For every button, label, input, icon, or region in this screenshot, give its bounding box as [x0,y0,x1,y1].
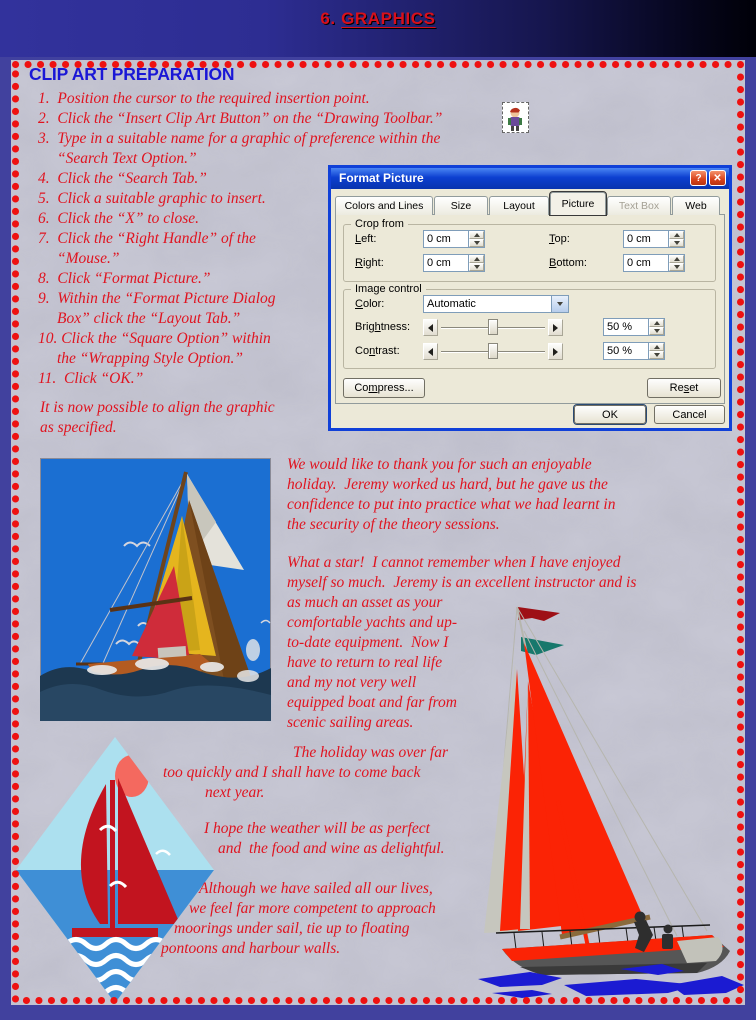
brightness-label: Brightness: [355,321,411,333]
clip-art-person-icon [503,103,528,132]
crop-bottom-spinner[interactable] [668,255,684,271]
crop-left-spinner[interactable] [468,231,484,247]
text-line: “Mouse.” [57,250,120,267]
text-line: comfortable yachts and up- [287,614,458,631]
color-label: Color: [355,298,385,310]
text-line: 11. Click “OK.” [38,370,144,387]
chapter-title: GRAPHICS [341,9,436,28]
contrast-slider[interactable] [423,343,563,360]
text-line: myself so much. Jeremy is an excellent instructor and is [287,574,637,591]
section-heading: CLIP ART PREPARATION [29,64,235,84]
contrast-spinner[interactable] [648,343,664,359]
text-line: I hope the weather will be as perfect [204,820,430,837]
spin-up-icon[interactable] [469,231,484,239]
slider-right-icon[interactable] [548,343,563,360]
crop-right-input[interactable] [423,254,485,272]
slider-right-icon[interactable] [548,319,563,336]
tab-web[interactable]: Web [672,196,720,215]
text-line: the “Wrapping Style Option.” [57,350,243,367]
spin-down-icon[interactable] [649,351,664,359]
text-line: We would like to thank you for such an enjoyable [287,456,592,473]
text-line: 7. Click the “Right Handle” of the [38,230,256,247]
ok-button[interactable]: OK [574,405,646,424]
crop-bottom-value: 0 cm [627,257,651,269]
cancel-button[interactable]: Cancel [654,405,725,424]
crop-left-input[interactable] [423,230,485,248]
help-glyph: ? [695,172,702,184]
text-line: the security of the theory sessions. [287,516,500,533]
text-line: 9. Within the “Format Picture Dialog [38,290,276,307]
paragraph-thank-you [287,456,747,536]
paragraph-what-a-star [287,554,747,734]
spin-up-icon[interactable] [649,343,664,351]
spin-up-icon[interactable] [669,255,684,263]
text-line: we feel far more competent to approach [189,900,436,917]
close-icon[interactable] [709,170,726,186]
text-line: 8. Click “Format Picture.” [38,270,211,287]
brightness-slider[interactable] [423,319,563,336]
crop-top-input[interactable] [623,230,685,248]
text-line: The holiday was over far [293,744,448,761]
insert-clipart-button-icon [502,102,529,133]
spin-up-icon[interactable] [649,319,664,327]
brightness-thumb[interactable] [488,319,498,335]
text-line: have to return to real life [287,654,443,671]
contrast-input[interactable] [603,342,665,360]
text-line: 4. Click the “Search Tab.” [38,170,207,187]
paragraph-holiday-over [163,744,523,804]
color-value: Automatic [427,298,476,310]
spin-up-icon[interactable] [469,255,484,263]
dropdown-arrow-icon[interactable] [551,296,568,312]
crop-top-label: Top: [549,233,570,245]
crop-right-spinner[interactable] [468,255,484,271]
tab-picture[interactable]: Picture [550,192,606,215]
paragraph-sailed-lives [161,880,501,960]
paragraph-hope-weather [204,820,524,860]
crop-top-spinner[interactable] [668,231,684,247]
text-line: confidence to put into practice what we had learnt in [287,496,616,513]
tab-layout[interactable]: Layout [489,196,549,215]
text-line: 10. Click the “Square Option” within [38,330,271,347]
text-line: holiday. Jeremy worked us hard, but he gave us the [287,476,608,493]
crop-right-label: Right: [355,257,384,269]
tab-colors-and-lines[interactable]: Colors and Lines [335,196,433,215]
text-line: next year. [205,784,265,801]
text-line: and the food and wine as delightful. [218,840,445,857]
crop-bottom-input[interactable] [623,254,685,272]
brightness-value: 50 % [607,321,633,333]
dialog-titlebar[interactable] [331,168,729,189]
dialog-body [331,189,729,428]
text-line: equipped boat and far from [287,694,457,711]
text-line: pontoons and harbour walls. [161,940,341,957]
text-line: as specified. [40,419,117,436]
crop-right-value: 0 cm [427,257,451,269]
text-line: and my not very well [287,674,417,691]
text-line: 2. Click the “Insert Clip Art Button” on the “Drawing Toolbar.” [38,110,443,127]
text-line: 3. Type in a suitable name for a graphic of preference within the [38,130,441,147]
compress-button[interactable]: Compress... [343,378,425,398]
text-line: It is now possible to align the graphic [40,399,275,416]
spin-down-icon[interactable] [469,263,484,271]
page-header [0,0,756,57]
crop-bottom-label: Bottom: [549,257,587,269]
contrast-track[interactable] [439,343,547,360]
text-line: Box” click the “Layout Tab.” [57,310,241,327]
page-title [0,9,756,29]
text-line: scenic sailing areas. [287,714,414,731]
help-icon[interactable] [690,170,707,186]
text-line: 6. Click the “X” to close. [38,210,200,227]
brightness-input[interactable] [603,318,665,336]
sailboat-clipart-framed [40,458,271,721]
text-line: “Search Text Option.” [57,150,197,167]
spin-down-icon[interactable] [469,239,484,247]
text-line: 1. Position the cursor to the required insertion point. [38,90,370,107]
brightness-track[interactable] [439,319,547,336]
slider-left-icon[interactable] [423,319,438,336]
spin-down-icon[interactable] [669,263,684,271]
crop-left-value: 0 cm [427,233,451,245]
crop-top-value: 0 cm [627,233,651,245]
brightness-spinner[interactable] [648,319,664,335]
crop-from-label: Crop from [351,218,408,230]
tab-text-box: Text Box [607,196,671,215]
slider-left-icon[interactable] [423,343,438,360]
contrast-thumb[interactable] [488,343,498,359]
close-glyph: ✕ [713,172,722,184]
color-dropdown[interactable] [423,295,569,313]
chapter-number: 6. [320,9,336,28]
tab-size[interactable]: Size [434,196,488,215]
crop-left-label: Left: [355,233,377,245]
text-line: as much an asset as your [287,594,443,611]
dialog-title: Format Picture [339,171,424,185]
spin-down-icon[interactable] [649,327,664,335]
contrast-value: 50 % [607,345,633,357]
note-text [40,399,370,439]
text-line: 5. Click a suitable graphic to insert. [38,190,266,207]
dialog-tabs [335,192,721,215]
text-line: Although we have sailed all our lives, [199,880,433,897]
text-line: to-date equipment. Now I [287,634,449,651]
format-picture-dialog [328,165,732,431]
text-line: too quickly and I shall have to come back [163,764,421,781]
spin-up-icon[interactable] [669,231,684,239]
text-line: What a star! I cannot remember when I have enjoyed [287,554,621,571]
text-line: moorings under sail, tie up to floating [174,920,410,937]
spin-down-icon[interactable] [669,239,684,247]
contrast-label: Contrast: [355,345,400,357]
image-control-label: Image control [351,283,426,295]
reset-button[interactable]: Reset [647,378,721,398]
